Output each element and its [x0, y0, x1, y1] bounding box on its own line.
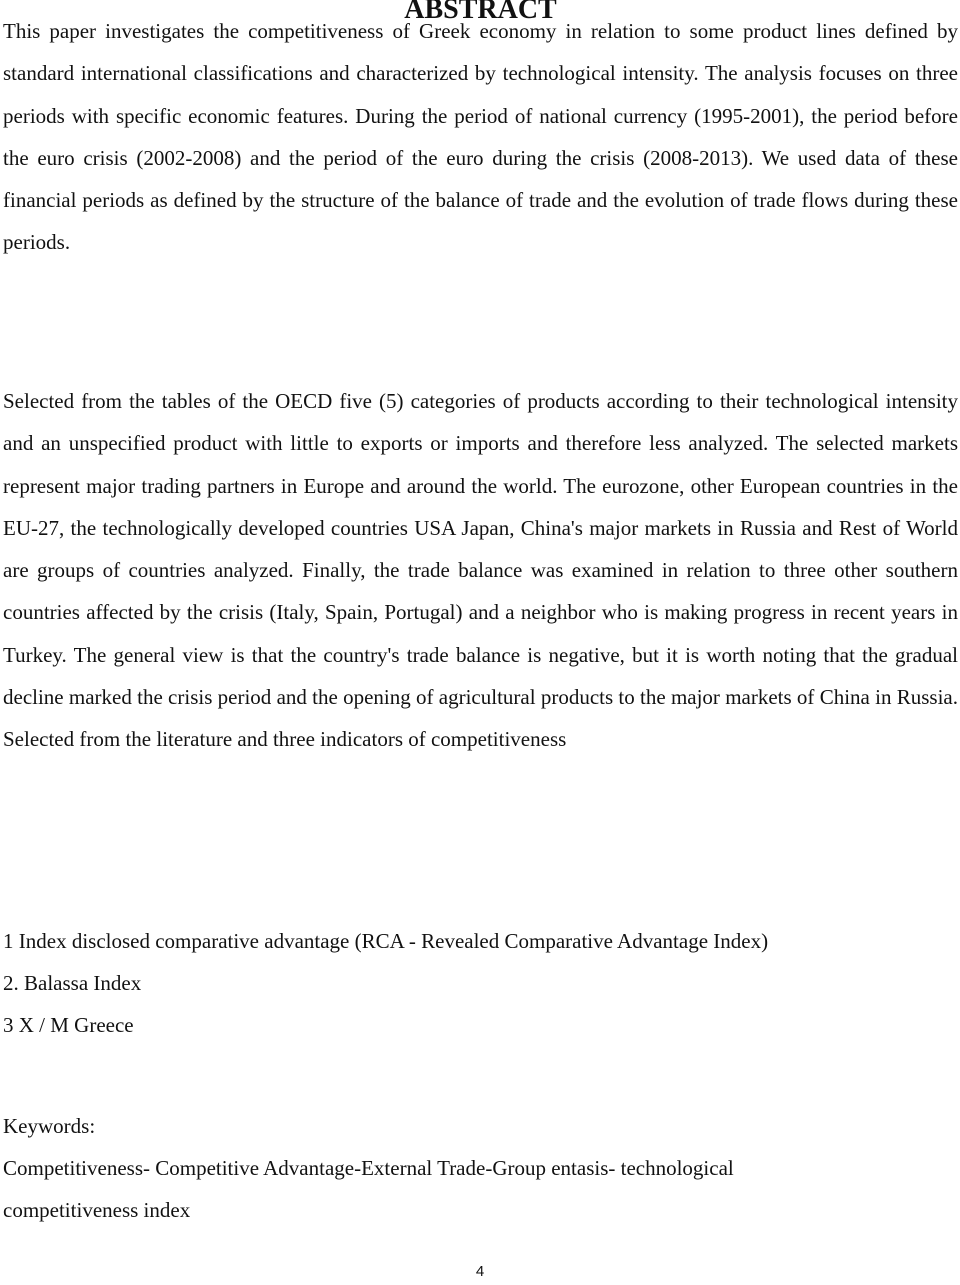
abstract-paragraph-1: This paper investigates the competitiveness of Greek economy in relation to some product lines defined by standard international classifications and characterized by technological intensity. The analysis focuses on three periods with specific economic features. During the period of national currency (1995-2001), the period before the euro crisis (2002-2008) and the period of the euro during the crisis (2008-2013). We used data of these financial periods as defined by the structure of the balance of trade and the evolution of trade flows during these periods.: [3, 19, 958, 255]
indicator-item-1: 1 Index disclosed comparative advantage (RCA - Revealed Comparative Advantage Index): [3, 929, 769, 953]
keywords-text: Competitiveness- Competitive Advantage-External Trade-Group entasis- technological competitiveness index: [3, 1156, 734, 1223]
page-number: 4: [475, 1263, 485, 1280]
indicator-item-3: 3 X / M Greece: [3, 1013, 134, 1037]
indicator-item-2: 2. Balassa Index: [3, 971, 142, 995]
abstract-paragraph-2: Selected from the tables of the OECD five (5) categories of products according to their technological intensity and an unspecified product with little to exports or imports and therefore less analyzed. The selected markets represent major trading partners in Europe and around the world. The eurozone, other European countries in the EU-27, the technologically developed countries USA Japan, China's major markets in Russia and Rest of World are groups of countries analyzed. Finally, the trade balance was examined in relation to three other southern countries affected by the crisis (Italy, Spain, Portugal) and a neighbor who is making progress in recent years in Turkey. The general view is that the country's trade balance is negative, but it is worth noting that the gradual decline marked the crisis period and the opening of agricultural products to the major markets of China in Russia. Selected from the literature and three indicators of competitiveness: [3, 389, 958, 752]
keywords-label: Keywords:: [3, 1114, 96, 1138]
abstract-title: ABSTRACT: [404, 0, 557, 25]
